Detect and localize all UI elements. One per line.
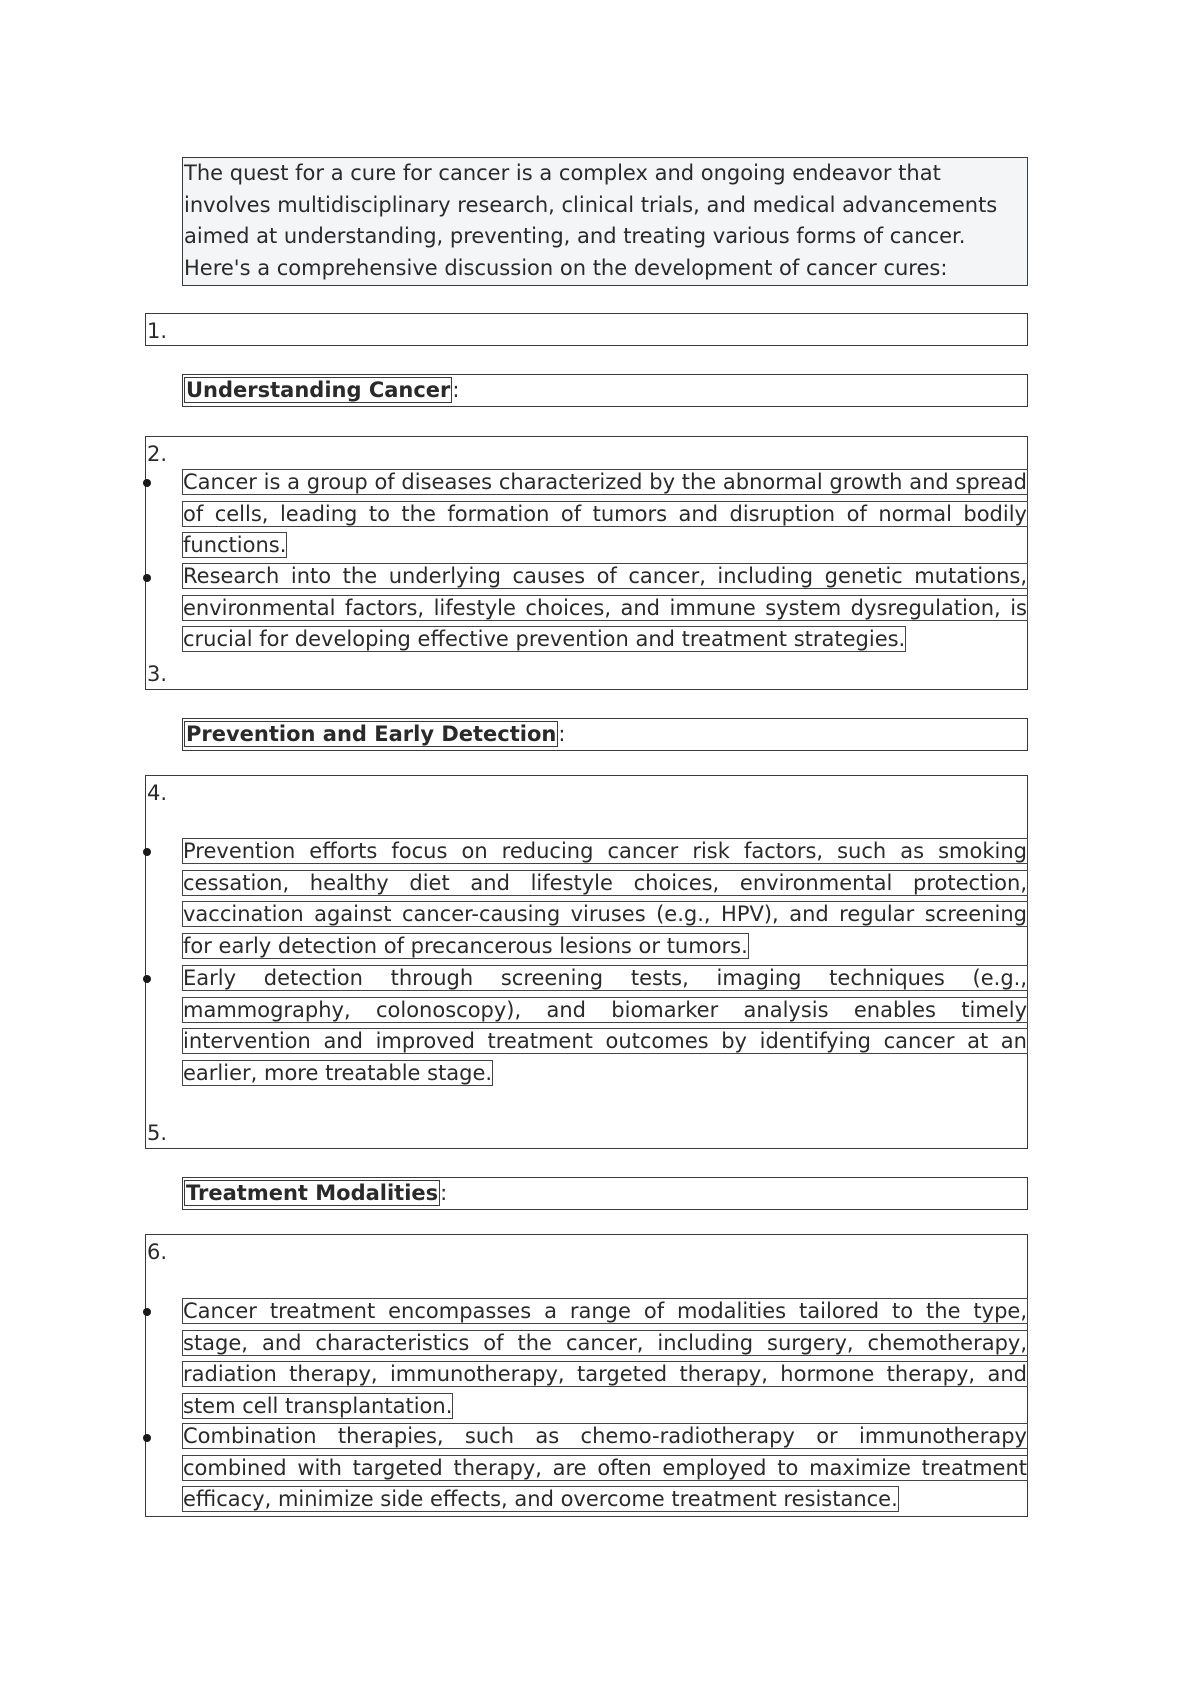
list-number-1: 1.	[147, 319, 168, 343]
section-heading-box-2	[182, 718, 1028, 751]
list-block-4	[145, 775, 1028, 1149]
list-block-6	[145, 1234, 1028, 1517]
bullet-icon	[143, 479, 151, 487]
list-number-3: 3.	[147, 662, 168, 686]
section-heading-box-3	[182, 1177, 1028, 1210]
bullet-item-text: Combination therapies, such as chemo-radiotherapy or immunotherapy combined with targeted therapy, are often employed to maximize treatment efficacy, minimize side effects, and overcome treatment resistance.	[183, 1424, 1027, 1511]
list-block-2	[145, 436, 1028, 690]
section-heading-box-1	[182, 374, 1028, 407]
bullet-item	[182, 1296, 1028, 1422]
bullet-icon	[143, 848, 151, 856]
list-number-box-1	[145, 313, 1028, 346]
section-heading-text-3: Treatment Modalities	[186, 1181, 439, 1205]
section-heading-text-1: Understanding Cancer	[186, 378, 451, 402]
list-number-6: 6.	[147, 1240, 168, 1264]
bullet-item-text: Research into the underlying causes of cancer, including genetic mutations, environmental factors, lifestyle choices, and immune system dysregulation, is crucial for developing effective prevention and treatment strategies.	[183, 564, 1027, 651]
intro-paragraph	[182, 157, 1028, 286]
bullet-item	[182, 1421, 1028, 1516]
list-number-5: 5.	[147, 1121, 168, 1145]
section-heading-3: Treatment Modalities:	[186, 1181, 448, 1205]
section-heading-text-2: Prevention and Early Detection	[186, 722, 557, 746]
bullet-icon	[143, 1308, 151, 1316]
bullet-item	[182, 836, 1028, 962]
section-heading-1: Understanding Cancer:	[186, 378, 460, 402]
bullet-item	[182, 467, 1028, 562]
section-heading-2: Prevention and Early Detection:	[186, 722, 566, 746]
bullet-item-text: Cancer treatment encompasses a range of modalities tailored to the type, stage, and characteristics of the cancer, including surgery, chemotherapy, radiation therapy, immunotherapy, targeted therapy, hormone therapy, and stem cell transplantation.	[183, 1299, 1027, 1418]
intro-text: The quest for a cure for cancer is a complex and ongoing endeavor that involves multidisciplinary research, clinical trials, and medical advancements aimed at understanding, preventing, and treating various forms of cancer. Here's a comprehensive discussion on the development of cancer cures:	[184, 161, 998, 280]
list-number-2: 2.	[147, 442, 168, 466]
bullet-item	[182, 561, 1028, 656]
bullet-icon	[143, 1434, 151, 1442]
bullet-item-text: Early detection through screening tests, imaging techniques (e.g., mammography, colonoscopy), and biomarker analysis enables timely intervention and improved treatment outcomes by identifying cancer at an earlier, more treatable stage.	[183, 966, 1027, 1085]
bullet-icon	[143, 975, 151, 983]
bullet-item	[182, 963, 1028, 1089]
bullet-item-text: Prevention efforts focus on reducing cancer risk factors, such as smoking cessation, healthy diet and lifestyle choices, environmental protection, vaccination against cancer-causing viruses (e.g., HPV), and regular screening for early detection of precancerous lesions or tumors.	[183, 839, 1027, 958]
bullet-icon	[143, 574, 151, 582]
list-number-4: 4.	[147, 781, 168, 805]
bullet-item-text: Cancer is a group of diseases characterized by the abnormal growth and spread of cells, leading to the formation of tumors and disruption of normal bodily functions.	[183, 470, 1027, 557]
